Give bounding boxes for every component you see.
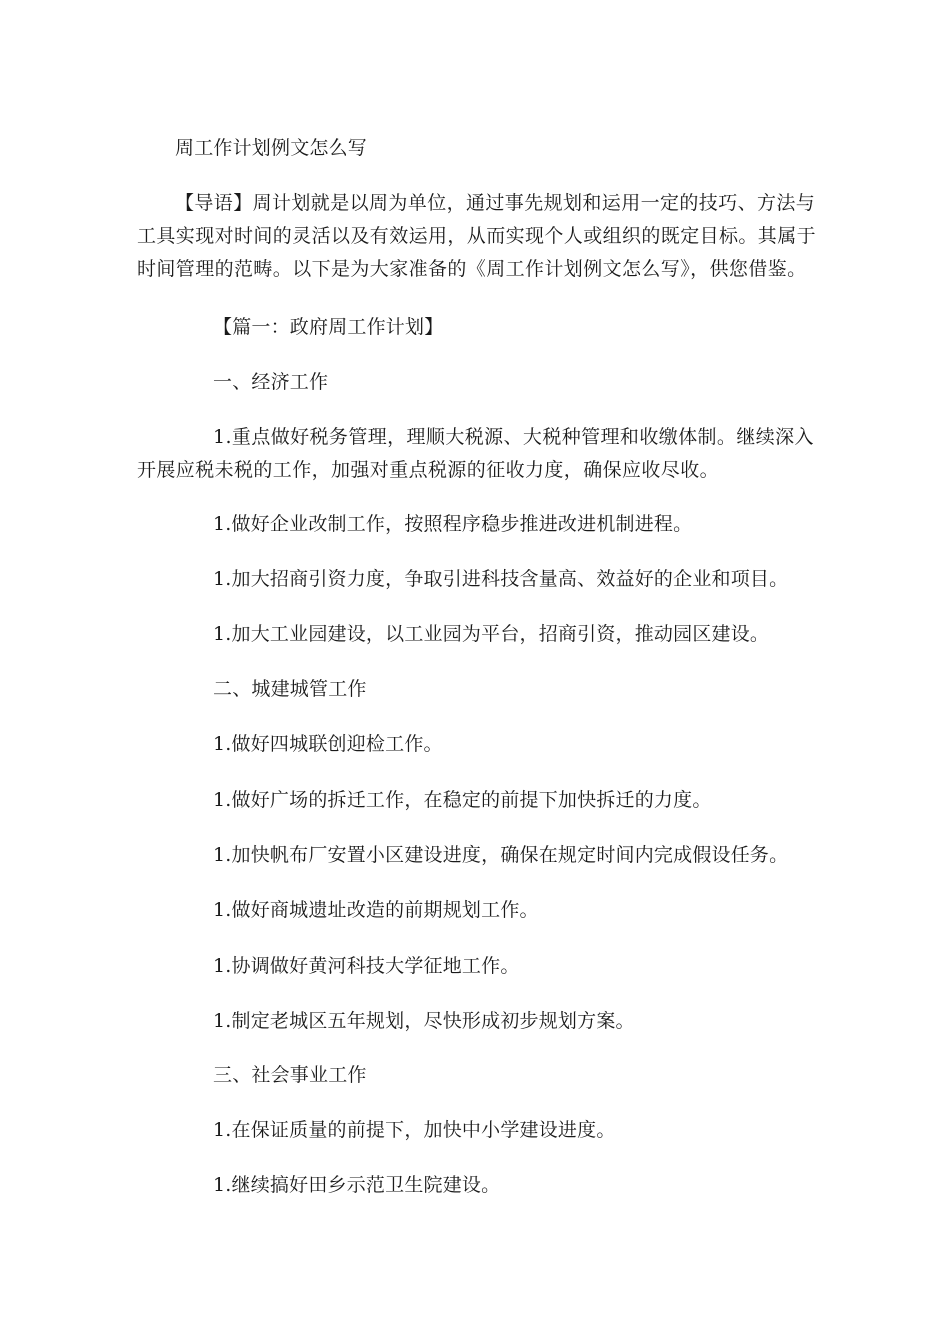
list-item: 1.制定老城区五年规划，尽快形成初步规划方案。: [213, 1010, 635, 1032]
list-item: [137, 421, 813, 487]
list-item: 1.在保证质量的前提下，加快中小学建设进度。: [213, 1119, 616, 1141]
list-item-line: 开展应税未税的工作，加强对重点税源的征收力度，确保应收尽收。: [137, 459, 720, 481]
section-heading: 二、城建城管工作: [213, 678, 367, 700]
document-title: 周工作计划例文怎么写: [175, 137, 368, 159]
intro-line: 【导语】周计划就是以周为单位，通过事先规划和运用一定的技巧、方法与: [175, 192, 816, 214]
list-item-line: 1.重点做好税务管理，理顺大税源、大税种管理和收缴体制。继续深入: [213, 426, 814, 448]
intro-paragraph: [137, 187, 817, 286]
list-item: 1.做好四城联创迎检工作。: [213, 733, 443, 755]
list-item: 1.继续搞好田乡示范卫生院建设。: [213, 1174, 501, 1196]
section-heading: 一、经济工作: [213, 371, 329, 393]
intro-line: 时间管理的范畴。以下是为大家准备的《周工作计划例文怎么写》，供您借鉴。: [137, 258, 807, 280]
list-item: 1.协调做好黄河科技大学征地工作。: [213, 955, 520, 977]
list-item: 1.做好商城遗址改造的前期规划工作。: [213, 899, 539, 921]
intro-line: 工具实现对时间的灵活以及有效运用，从而实现个人或组织的既定目标。其属于: [137, 225, 817, 247]
list-item: 1.做好广场的拆迁工作，在稳定的前提下加快拆迁的力度。: [213, 789, 712, 811]
list-item: 1.加大工业园建设，以工业园为平台，招商引资，推动园区建设。: [213, 623, 770, 645]
chapter-heading: 【篇一：政府周工作计划】: [213, 316, 444, 338]
list-item: 1.加快帆布厂安置小区建设进度，确保在规定时间内完成假设任务。: [213, 844, 789, 866]
section-heading: 三、社会事业工作: [213, 1064, 367, 1086]
list-item: 1.加大招商引资力度，争取引进科技含量高、效益好的企业和项目。: [213, 568, 789, 590]
list-item: 1.做好企业改制工作，按照程序稳步推进改进机制进程。: [213, 513, 693, 535]
